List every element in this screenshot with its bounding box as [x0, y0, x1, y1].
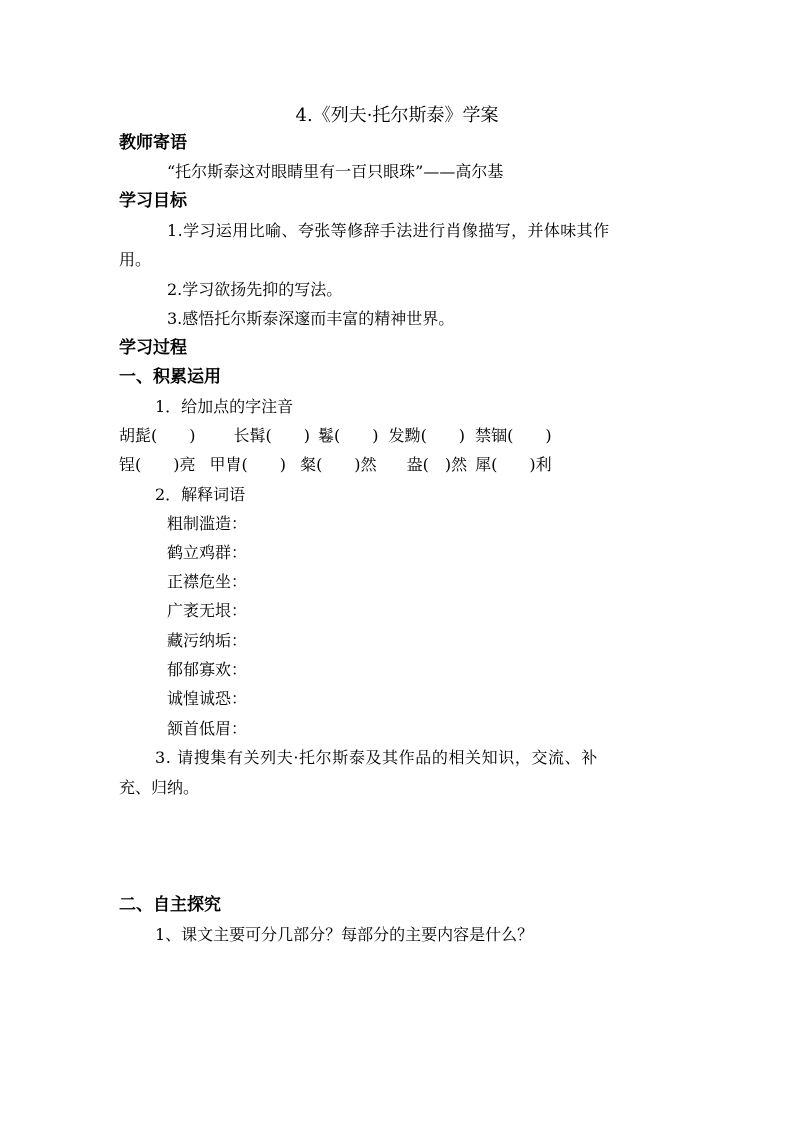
goal-item-2: 2.学习欲扬先抑的写法。: [167, 280, 343, 299]
answer-blank[interactable]: ( ): [135, 455, 180, 474]
term-item: 粗制滥造：: [167, 514, 248, 533]
pinyin-item: [210, 455, 287, 475]
goal-item-1-continued: 用。: [119, 250, 152, 269]
part2-question-1: 1、课文主要可分几部分？每部分的主要内容是什么？: [155, 925, 534, 944]
answer-blank[interactable]: ( ): [241, 455, 287, 474]
pinyin-word: 胡髭: [119, 426, 152, 445]
pinyin-item: [234, 426, 311, 446]
goal-item-1: 1.学习运用比喻、夸张等修辞手法进行肖像描写，并体味其作: [167, 221, 610, 240]
term-item: 正襟危坐：: [167, 572, 248, 591]
answer-blank[interactable]: ( ): [507, 426, 552, 445]
answer-blank[interactable]: ( ): [420, 426, 466, 445]
term-item: 藏污纳垢：: [167, 631, 248, 650]
term-item: 诚惶诚恐：: [167, 689, 248, 708]
question-1-label: 1．给加点的字注音: [155, 397, 294, 416]
question-3-line-1: 3. 请搜集有关列夫·托尔斯泰及其作品的相关知识，交流、补: [155, 748, 598, 767]
goal-item-3: 3.感悟托尔斯泰深邃而丰富的精神世界。: [167, 309, 455, 328]
pinyin-item: [119, 455, 196, 475]
pinyin-suffix: 然: [360, 455, 377, 474]
pinyin-item: [300, 455, 377, 475]
answer-blank[interactable]: ( ): [422, 455, 452, 474]
term-item: 鹤立鸡群：: [167, 543, 248, 562]
learning-process-heading: 学习过程: [119, 338, 187, 358]
pinyin-item: [475, 426, 552, 446]
pinyin-word: 锃: [119, 455, 136, 474]
pinyin-row-2: [119, 455, 552, 475]
pinyin-word: 盎: [406, 455, 423, 474]
pinyin-word: 发黝: [388, 426, 421, 445]
term-item: 郁郁寡欢：: [167, 660, 248, 679]
answer-blank[interactable]: ( ): [316, 455, 361, 474]
teacher-message-heading: 教师寄语: [119, 133, 187, 153]
pinyin-item: [389, 426, 466, 446]
document-title: 4.《列夫·托尔斯泰》学案: [295, 105, 499, 126]
answer-blank[interactable]: ( ): [151, 426, 196, 445]
pinyin-word: 粲: [300, 455, 317, 474]
answer-blank[interactable]: ( ): [491, 455, 536, 474]
learning-goals-heading: 学习目标: [119, 191, 187, 211]
part2-heading: 二、自主探究: [119, 895, 221, 915]
pinyin-word: 犀: [475, 455, 492, 474]
answer-blank[interactable]: ( ): [334, 426, 379, 445]
question-3-line-2: 充、归纳。: [119, 778, 200, 797]
term-item: 广袤无垠：: [167, 601, 248, 620]
teacher-quote: “托尔斯泰这对眼睛里有一百只眼珠”——高尔基: [167, 162, 504, 181]
question-2-label: 2．解释词语: [155, 485, 246, 504]
part1-heading: 一、积累运用: [119, 367, 221, 387]
term-item: 颔首低眉：: [167, 719, 248, 738]
pinyin-suffix: 然: [451, 455, 468, 474]
pinyin-suffix: 亮: [179, 455, 196, 474]
pinyin-item: [318, 426, 379, 446]
pinyin-word: 长髯: [233, 426, 266, 445]
answer-blank[interactable]: ( ): [265, 426, 311, 445]
pinyin-item: [475, 455, 552, 475]
pinyin-word: 甲胄: [209, 455, 242, 474]
pinyin-item: [407, 455, 468, 475]
pinyin-row-1: [119, 426, 552, 446]
pinyin-word: 鬈: [318, 426, 335, 445]
pinyin-word: 禁锢: [475, 426, 508, 445]
pinyin-item: [119, 426, 196, 446]
pinyin-suffix: 利: [535, 455, 552, 474]
